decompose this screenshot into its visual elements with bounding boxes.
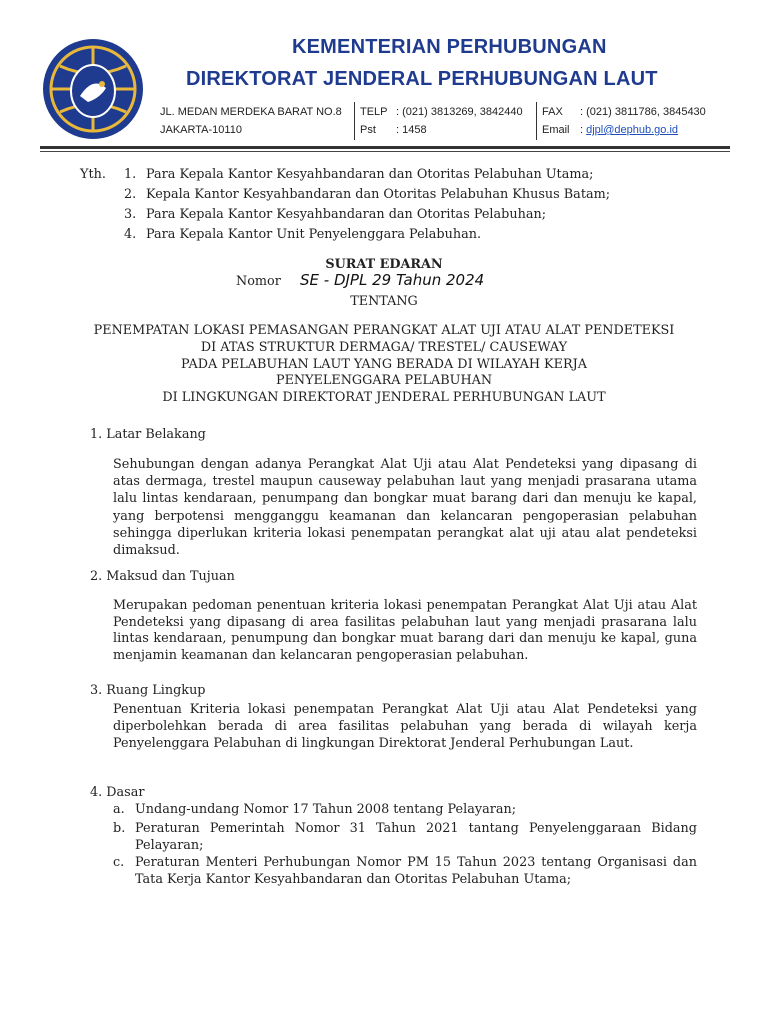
number-value: SE - DJPL 29 Tahun 2024 <box>300 271 485 289</box>
subject-line: PADA PELABUHAN LAUT YANG BERADA DI WILAYAH KERJA <box>181 357 587 372</box>
fax-value: : (021) 3811786, 3845430 <box>580 106 706 118</box>
number-label: Nomor <box>236 274 281 289</box>
section-title: 3. Ruang Lingkup <box>90 683 206 698</box>
section-title: 4. Dasar <box>90 785 145 800</box>
subject-line: DI LINGKUNGAN DIREKTORAT JENDERAL PERHUBUNGAN LAUT <box>162 390 606 405</box>
recipient-item: 2. Kepala Kantor Kesyahbandaran dan Otoritas Pelabuhan Khusus Batam; <box>124 187 611 202</box>
address-line-1: JL. MEDAN MERDEKA BARAT NO.8 <box>160 106 342 118</box>
contact-divider <box>536 102 537 140</box>
subject-line: DI ATAS STRUKTUR DERMAGA/ TRESTEL/ CAUSEWAY <box>200 340 568 355</box>
section-paragraph: Sehubungan dengan adanya Perangkat Alat Uji atau Alat Pendeteksi yang dipasang di atas dermaga, trestel maupun causeway pelabuhan laut yang menjadi prasarana utama lalu lintas kendaraan, penumpang dan bongkar muat barang dari dan menuju ke kapal, yang berpotensi mengganggu keamanan dan kelancaran pengoperasian pelabuhan sehingga diperlukan kriteria lokasi penempatan perangkat alat uji atau alat pendeteksi dimaksud. <box>113 457 697 559</box>
recipient-item: 1. Para Kepala Kantor Kesyahbandaran dan Otoritas Pelabuhan Utama; <box>124 167 594 182</box>
contact-divider <box>354 102 355 140</box>
directorate-name: DIREKTORAT JENDERAL PERHUBUNGAN LAUT <box>186 68 658 90</box>
subject-line: PENEMPATAN LOKASI PEMASANGAN PERANGKAT ALAT UJI ATAU ALAT PENDETEKSI <box>93 323 675 338</box>
pst-value: : 1458 <box>396 124 427 136</box>
address-line-2: JAKARTA-10110 <box>160 124 242 136</box>
email-label: Email <box>542 124 570 136</box>
about-label: TENTANG <box>350 294 418 309</box>
circular-heading: SURAT EDARAN <box>325 257 443 272</box>
recipient-item: 4. Para Kepala Kantor Unit Penyelenggara Pelabuhan. <box>124 227 482 242</box>
subject-line: PENYELENGGARA PELABUHAN <box>275 373 493 388</box>
section-paragraph: Merupakan pedoman penentuan kriteria lokasi penempatan Perangkat Alat Uji atau Alat Pendeteksi yang dipasang di area fasilitas pelabuhan laut yang menjadi prasarana lalu lintas kendaraan, penumpung dan bongkar muat barang dari dan menuju ke kapal, guna menjamin keamanan dan kelancaran pengoperasian pelabuhan. <box>113 598 697 663</box>
header-rule <box>40 146 730 149</box>
email-link[interactable]: djpl@dephub.go.id <box>586 124 679 136</box>
fax-label: FAX <box>542 106 563 118</box>
list-item: c. Peraturan Menteri Perhubungan Nomor PM 15 Tahun 2023 tentang Organisasi dan Tata Kerja Kantor Kesyahbandaran dan Otoritas Pelabuhan Utama; <box>113 855 697 887</box>
telp-label: TELP <box>360 106 388 118</box>
section-title: 2. Maksud dan Tujuan <box>90 569 235 584</box>
header-rule-thin <box>40 151 730 152</box>
section-title: 1. Latar Belakang <box>90 427 206 442</box>
telp-value: : (021) 3813269, 3842440 <box>396 106 523 118</box>
list-item: b. Peraturan Pemerintah Nomor 31 Tahun 2021 tantang Penyelenggaraan Bidang Pelayaran; <box>113 821 697 853</box>
recipient-prefix: Yth. <box>80 167 106 182</box>
ministry-logo <box>40 36 146 142</box>
recipient-item: 3. Para Kepala Kantor Kesyahbandaran dan Otoritas Pelabuhan; <box>124 207 547 222</box>
list-item: a. Undang-undang Nomor 17 Tahun 2008 tentang Pelayaran; <box>113 802 517 817</box>
ministry-name: KEMENTERIAN PERHUBUNGAN <box>292 36 607 58</box>
section-paragraph: Penentuan Kriteria lokasi penempatan Perangkat Alat Uji atau Alat Pendeteksi yang diperbolehkan berada di area fasilitas pelabuhan yang berada di wilayah kerja Penyelenggara Pelabuhan di lingkungan Direktorat Jenderal Perhubungan Laut. <box>113 702 697 752</box>
pst-label: Pst <box>360 124 376 136</box>
